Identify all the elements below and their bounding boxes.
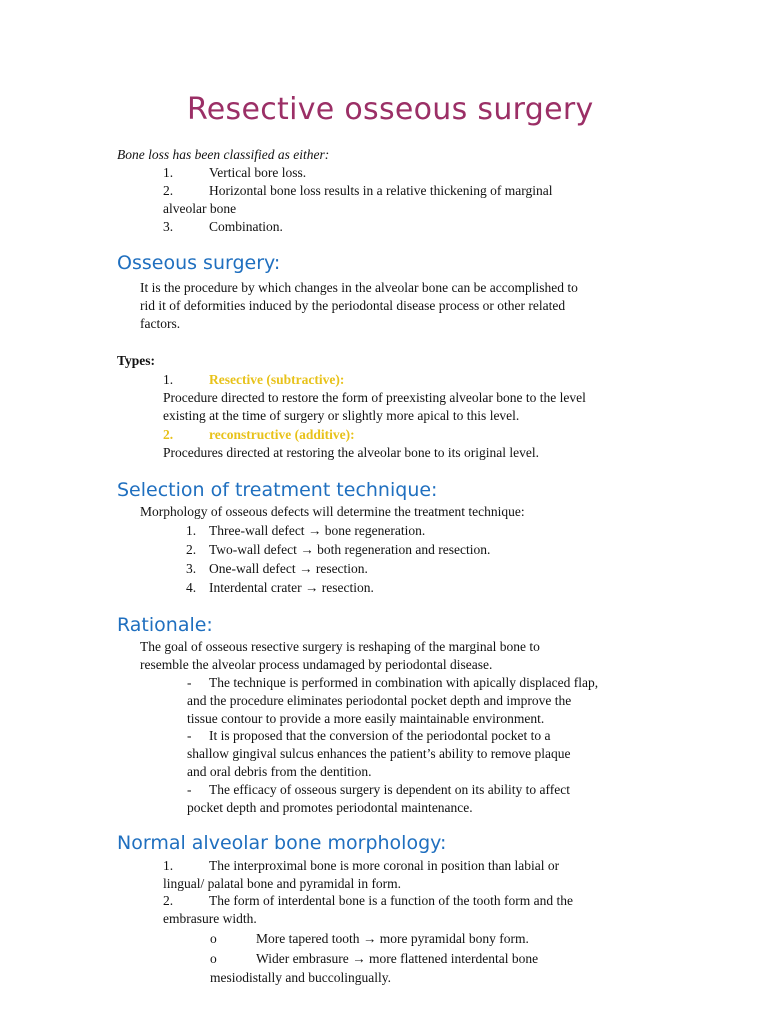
normal-sub-2-line-2: mesiodistally and buccolingually. [210, 970, 391, 985]
normal-item-2-num: 2. [163, 893, 174, 908]
osseous-line-1: It is the procedure by which changes in the alveolar bone can be accomplished to [140, 280, 578, 295]
type-1-line-1: Procedure directed to restore the form of preexisting alveolar bone to the level [163, 390, 586, 405]
intro-item-1-text: Vertical bore loss. [209, 165, 307, 180]
rationale-bullet-2-dash: - [187, 728, 192, 743]
selection-item-4-text: Interdental crater → resection. [209, 580, 374, 595]
osseous-heading: Osseous surgery: [117, 252, 281, 274]
types-label: Types: [117, 353, 156, 368]
selection-item-3-text: One-wall defect → resection. [209, 561, 368, 576]
rationale-line-2: resemble the alveolar process undamaged by periodontal disease. [140, 657, 493, 672]
selection-item-4-num: 4. [186, 580, 197, 595]
rationale-bullet-2-line-1: It is proposed that the conversion of the periodontal pocket to a [209, 728, 551, 743]
rationale-bullet-1-line-2: and the procedure eliminates periodontal pocket depth and improve the [187, 693, 572, 708]
intro-lead: Bone loss has been classified as either: [117, 147, 330, 162]
osseous-line-2: rid it of deformities induced by the periodontal disease process or other related [140, 298, 566, 313]
intro-item-2-text: Horizontal bone loss results in a relative thickening of marginal [209, 183, 553, 198]
normal-sub-2-line-1: Wider embrasure → more flattened interdental bone [256, 951, 539, 966]
intro-item-2-cont: alveolar bone [163, 201, 237, 216]
selection-heading: Selection of treatment technique: [117, 479, 438, 501]
selection-lead: Morphology of osseous defects will determine the treatment technique: [140, 504, 525, 519]
intro-item-3-text: Combination. [209, 219, 283, 234]
rationale-bullet-3-dash: - [187, 782, 192, 797]
selection-item-3-num: 3. [186, 561, 197, 576]
intro-item-2-num: 2. [163, 183, 174, 198]
normal-item-2-line-2: embrasure width. [163, 911, 257, 926]
type-2-title: reconstructive (additive): [209, 427, 355, 442]
osseous-line-3: factors. [140, 316, 181, 331]
normal-sub-1-line-1: More tapered tooth → more pyramidal bony form. [256, 931, 529, 946]
rationale-bullet-3-line-2: pocket depth and promotes periodontal maintenance. [187, 800, 473, 815]
intro-item-3-num: 3. [163, 219, 174, 234]
page-title: Resective osseous surgery [187, 92, 594, 127]
selection-item-1-text: Three-wall defect → bone regeneration. [209, 523, 426, 538]
normal-item-1-line-1: The interproximal bone is more coronal in position than labial or [209, 858, 560, 873]
rationale-bullet-2-line-3: and oral debris from the dentition. [187, 764, 372, 779]
rationale-heading: Rationale: [117, 614, 213, 636]
normal-heading: Normal alveolar bone morphology: [117, 832, 447, 854]
normal-item-1-line-2: lingual/ palatal bone and pyramidal in form. [163, 876, 402, 891]
normal-item-1-num: 1. [163, 858, 174, 873]
rationale-bullet-2-line-2: shallow gingival sulcus enhances the patient’s ability to remove plaque [187, 746, 571, 761]
rationale-bullet-1-line-1: The technique is performed in combination with apically displaced flap, [209, 675, 599, 690]
rationale-bullet-1-line-3: tissue contour to provide a more easily maintainable environment. [187, 711, 545, 726]
selection-item-2-num: 2. [186, 542, 197, 557]
type-1-title: Resective (subtractive): [209, 372, 345, 387]
rationale-bullet-1-dash: - [187, 675, 192, 690]
rationale-line-1: The goal of osseous resective surgery is reshaping of the marginal bone to [140, 639, 540, 654]
intro-item-1-num: 1. [163, 165, 174, 180]
normal-item-2-line-1: The form of interdental bone is a function of the tooth form and the [209, 893, 574, 908]
rationale-bullet-3-line-1: The efficacy of osseous surgery is dependent on its ability to affect [209, 782, 571, 797]
type-2-line-1: Procedures directed at restoring the alveolar bone to its original level. [163, 445, 539, 460]
type-1-num: 1. [163, 372, 174, 387]
normal-sub-1-mark: o [210, 931, 217, 946]
selection-item-2-text: Two-wall defect → both regeneration and resection. [209, 542, 491, 557]
type-2-num: 2. [163, 427, 174, 442]
normal-sub-2-mark: o [210, 951, 217, 966]
type-1-line-2: existing at the time of surgery or slightly more apical to this level. [163, 408, 520, 423]
selection-item-1-num: 1. [186, 523, 197, 538]
